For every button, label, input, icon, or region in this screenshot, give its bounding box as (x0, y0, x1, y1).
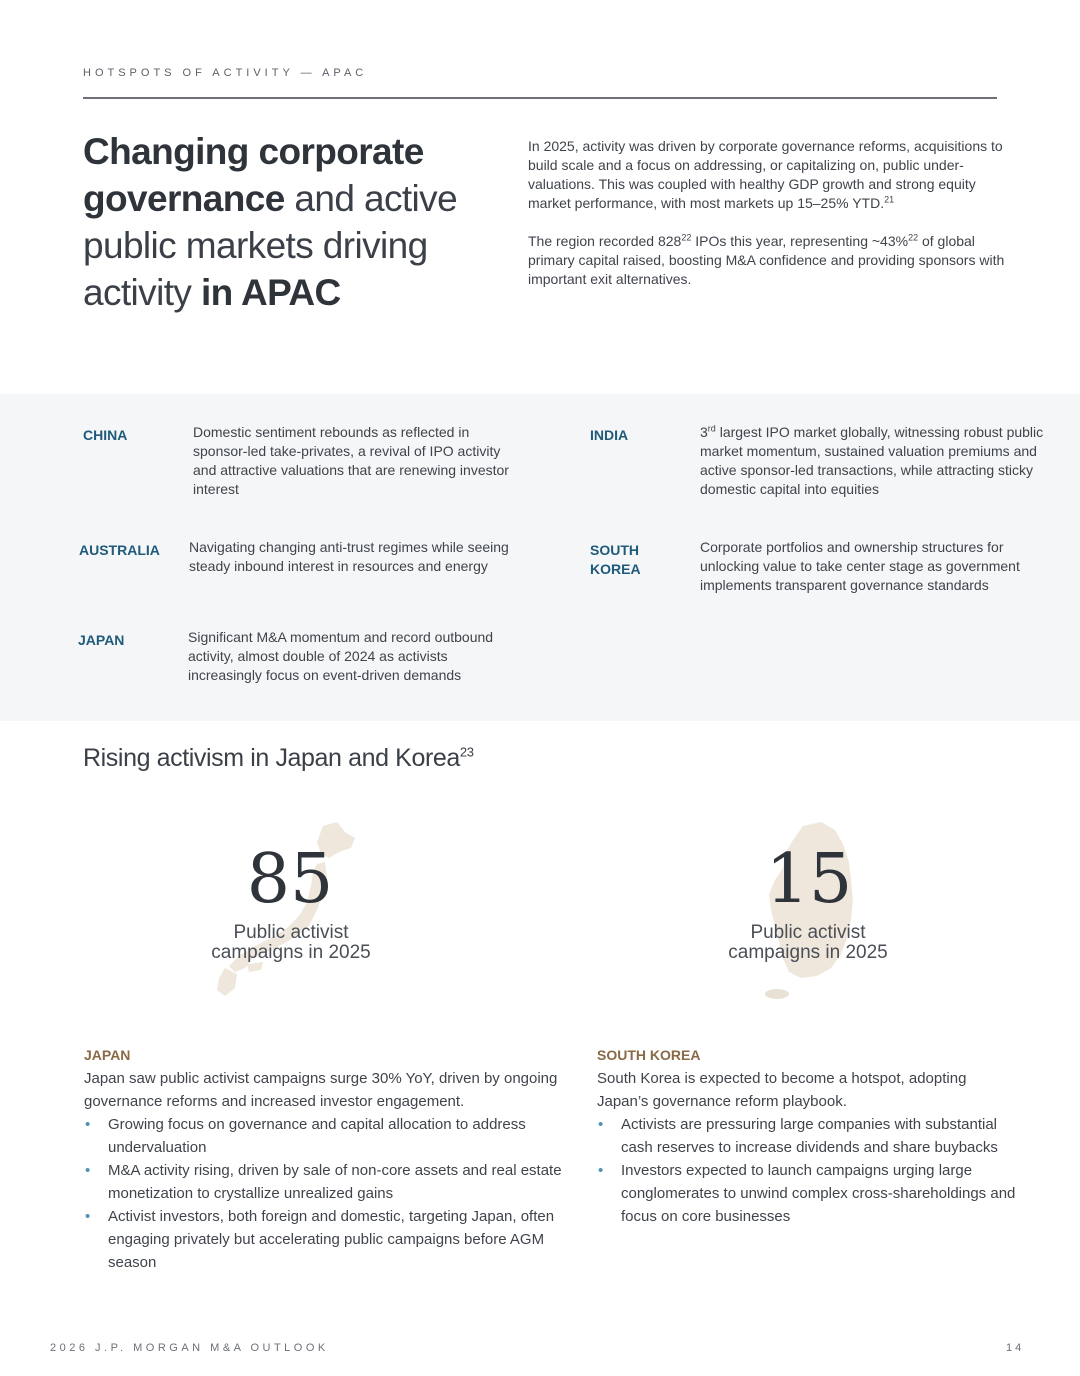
region-desc-australia: Navigating changing anti-trust regimes while seeing steady inbound interest in resources and energy (189, 539, 509, 574)
region-label-india: INDIA (590, 427, 629, 443)
japan-campaign-count: 85 (246, 840, 334, 919)
list-item (597, 1159, 1027, 1228)
intro-p2-text-c: of global primary capital raised, boosting M&A confidence and providing sponsors with important exit alternatives. (528, 233, 1005, 287)
japan-detail-intro: Japan saw public activist campaigns surge 30% YoY, driven by ongoing governance reforms and increased investor engagement. (84, 1070, 558, 1110)
footnote-ref: 21 (884, 194, 895, 205)
header-divider (83, 97, 997, 99)
bullet-dot-icon: • (85, 1208, 91, 1225)
ordinal-suffix: rd (707, 423, 716, 434)
title-bold-region: in APAC (200, 272, 341, 313)
stat-label-line: campaigns in 2025 (728, 942, 888, 963)
list-item (84, 1205, 584, 1274)
stat-label-line: campaigns in 2025 (211, 942, 371, 963)
region-label-china: CHINA (83, 427, 128, 443)
bullet-text: Investors expected to launch campaigns urging large conglomerates to unwind complex cross-shareholdings and focus on core businesses (621, 1162, 1016, 1225)
jeju-island-shape (765, 989, 789, 999)
region-label-australia: AUSTRALIA (79, 542, 160, 558)
region-desc-japan: Significant M&A momentum and record outbound activity, almost double of 2024 as activists increasingly focus on event-driven demands (188, 629, 494, 683)
section-title-text: Rising activism in Japan and Korea (83, 744, 460, 772)
japan-shikoku-shape (247, 962, 263, 972)
page-number: 14 (1006, 1342, 1025, 1354)
bullet-dot-icon: • (598, 1116, 604, 1133)
list-item (84, 1159, 584, 1205)
intro-text (528, 137, 1008, 308)
japan-kyushu-shape (217, 968, 237, 996)
bullet-text: Activists are pressuring large companies with substantial cash reserves to increase dividends and share buybacks (621, 1116, 998, 1156)
bullet-dot-icon: • (85, 1162, 91, 1179)
region-desc-china: Domestic sentiment rebounds as reflected in sponsor-led take-privates, a revival of IPO activity and attractive valuations that are renewing investor interest (193, 424, 509, 497)
intro-paragraph-1 (528, 137, 1008, 213)
intro-p2-text-b: IPOs this year, representing ~43% (691, 233, 909, 249)
stat-label-line: Public activist (750, 922, 866, 943)
bullet-text: Growing focus on governance and capital allocation to address undervaluation (108, 1116, 526, 1156)
region-label-line: KOREA (590, 561, 641, 577)
intro-paragraph-2 (528, 232, 1008, 289)
bullet-text: Activist investors, both foreign and domestic, targeting Japan, often engaging privately but accelerating public campaigns before AGM season (108, 1208, 555, 1271)
footnote-ref: 22 (681, 232, 692, 243)
region-label-line: SOUTH (590, 542, 639, 558)
region-label-south-korea (590, 541, 641, 579)
page-title (83, 128, 503, 316)
korea-stat-label (708, 923, 908, 963)
list-item (84, 1113, 584, 1159)
japan-detail-heading: JAPAN (84, 1047, 131, 1063)
title-regular-part: and active public markets driving activity (83, 178, 458, 313)
section-eyebrow: HOTSPOTS OF ACTIVITY — APAC (83, 67, 368, 79)
india-desc-text: largest IPO market globally, witnessing robust public market momentum, sustained valuation premiums and active sponsor-led transactions, while attracting sticky domestic capital into equities (700, 424, 1044, 497)
bullet-text: M&A activity rising, driven by sale of non-core assets and real estate monetization to crystallize unrealized gains (108, 1162, 562, 1202)
japan-bullet-list (84, 1113, 584, 1274)
section-title (83, 744, 474, 773)
intro-p1-text: In 2025, activity was driven by corporate governance reforms, acquisitions to build scale and a focus on addressing, or capitalizing on, public under-valuations. This was coupled with healthy GDP growth and strong equity market performance, with most markets up 15–25% YTD. (528, 138, 1003, 211)
india-rank: 3 (700, 424, 708, 440)
footnote-ref: 23 (459, 744, 474, 760)
regions-panel (0, 394, 1080, 721)
korea-campaign-count: 15 (765, 840, 853, 919)
region-desc-south-korea: Corporate portfolios and ownership structures for unlocking value to take center stage as government implements transparent governance standards (700, 539, 1020, 593)
region-label-japan: JAPAN (78, 632, 125, 648)
stat-label-line: Public activist (233, 922, 349, 943)
title-bold-part: Changing corporate governance (83, 131, 424, 219)
intro-p2-text-a: The region recorded 828 (528, 233, 682, 249)
region-desc-india (700, 423, 1045, 499)
bullet-dot-icon: • (85, 1116, 91, 1133)
korea-bullet-list (597, 1113, 1027, 1228)
korea-detail-intro: South Korea is expected to become a hotspot, adopting Japan’s governance reform playbook. (597, 1070, 967, 1110)
bullet-dot-icon: • (598, 1162, 604, 1179)
footnote-ref: 22 (908, 232, 919, 243)
list-item (597, 1113, 1027, 1159)
korea-detail-heading: SOUTH KOREA (597, 1047, 701, 1063)
japan-stat-label (191, 923, 391, 963)
footer-publication: 2026 J.P. MORGAN M&A OUTLOOK (50, 1342, 329, 1354)
